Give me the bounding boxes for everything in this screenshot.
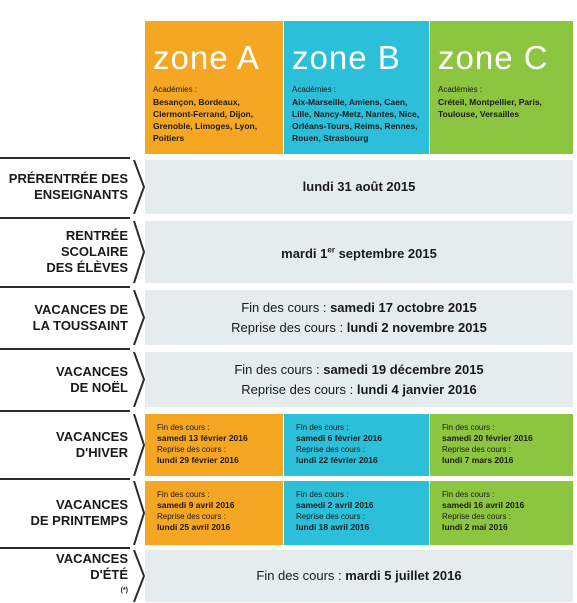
row-value-prerentree: lundi 31 août 2015 — [145, 160, 573, 214]
zone-a-title: zone A — [153, 39, 260, 76]
row-value-noel: Fin des cours : samedi 19 décembre 2015 Reprise des cours : lundi 4 janvier 2016 — [145, 352, 573, 407]
zone-b-academies-label: Académies : — [292, 85, 337, 94]
chevron-right-icon — [133, 221, 145, 283]
row-value-toussaint: Fin des cours : samedi 17 octobre 2015 Reprise des cours : lundi 2 novembre 2015 — [145, 290, 573, 345]
chevron-right-icon — [133, 160, 145, 214]
row-label-noel: VACANCES DE NOËL — [56, 363, 128, 395]
zone-a-academies-list: Besançon, Bordeaux, Clermont-Ferrand, Dijon, Grenoble, Limoges, Lyon, Poitiers — [153, 97, 258, 143]
row-label-hiver: VACANCES D'HIVER — [56, 429, 128, 460]
printemps-zone-a-cell: Fin des cours : samedi 9 avril 2016 Reprise des cours : lundi 25 avril 2016 — [145, 481, 283, 545]
printemps-zone-c-cell: Fin des cours : samedi 16 avril 2016 Reprise des cours : lundi 2 mai 2016 — [430, 481, 573, 545]
printemps-zone-b-cell: Fin des cours : samedi 2 avril 2016 Reprise des cours : lundi 18 avril 2016 — [284, 481, 429, 545]
chevron-right-icon — [133, 414, 145, 476]
zone-a-academies-label: Académies : — [153, 85, 198, 94]
row-label-toussaint: VACANCES DE LA TOUSSAINT — [32, 301, 128, 333]
row-value-ete: Fin des cours : mardi 5 juillet 2016 — [145, 550, 573, 602]
row-value-rentree: mardi 1er septembre 2015 — [145, 221, 573, 283]
zone-b-title: zone B — [292, 39, 401, 76]
row-label-ete: VACANCES D'ÉTÉ (*) — [56, 550, 128, 594]
hiver-zone-c-cell: Fin des cours : samedi 20 février 2016 Reprise des cours : lundi 7 mars 2016 — [430, 414, 573, 476]
row-divider — [0, 478, 130, 480]
chevron-right-icon — [133, 352, 145, 407]
zone-a-header — [145, 21, 283, 154]
zone-c-header — [430, 21, 573, 154]
row-divider — [0, 547, 130, 549]
hiver-zone-b-cell: Fin des cours : samedi 6 février 2016 Reprise des cours : lundi 22 février 2016 — [284, 414, 429, 476]
zone-c-academies-list: Créteil, Montpellier, Paris, Toulouse, Versailles — [438, 97, 542, 119]
row-divider — [0, 217, 130, 219]
row-label-prerentree: PRÉRENTRÉE DES ENSEIGNANTS — [8, 171, 128, 202]
hiver-zone-a-cell: Fin des cours : samedi 13 février 2016 Reprise des cours : lundi 29 février 2016 — [145, 414, 283, 476]
row-divider — [0, 286, 130, 288]
row-divider — [0, 410, 130, 412]
row-divider — [0, 157, 130, 159]
zone-c-title: zone C — [438, 39, 549, 76]
chevron-right-icon — [133, 290, 145, 345]
zone-c-academies-label: Académies : — [438, 85, 483, 94]
chevron-right-icon — [133, 481, 145, 545]
row-divider — [0, 348, 130, 350]
row-label-printemps: VACANCES DE PRINTEMPS — [30, 497, 128, 528]
zone-b-header — [284, 21, 429, 154]
row-label-rentree: RENTRÉE SCOLAIRE DES ÉLÈVES — [46, 228, 128, 275]
zone-b-academies-list: Aix-Marseille, Amiens, Caen, Lille, Nancy-Metz, Nantes, Nice, Orléans-Tours, Reims, Rennes, Rouen, Strasbourg — [292, 97, 420, 143]
chevron-right-icon — [133, 550, 145, 602]
